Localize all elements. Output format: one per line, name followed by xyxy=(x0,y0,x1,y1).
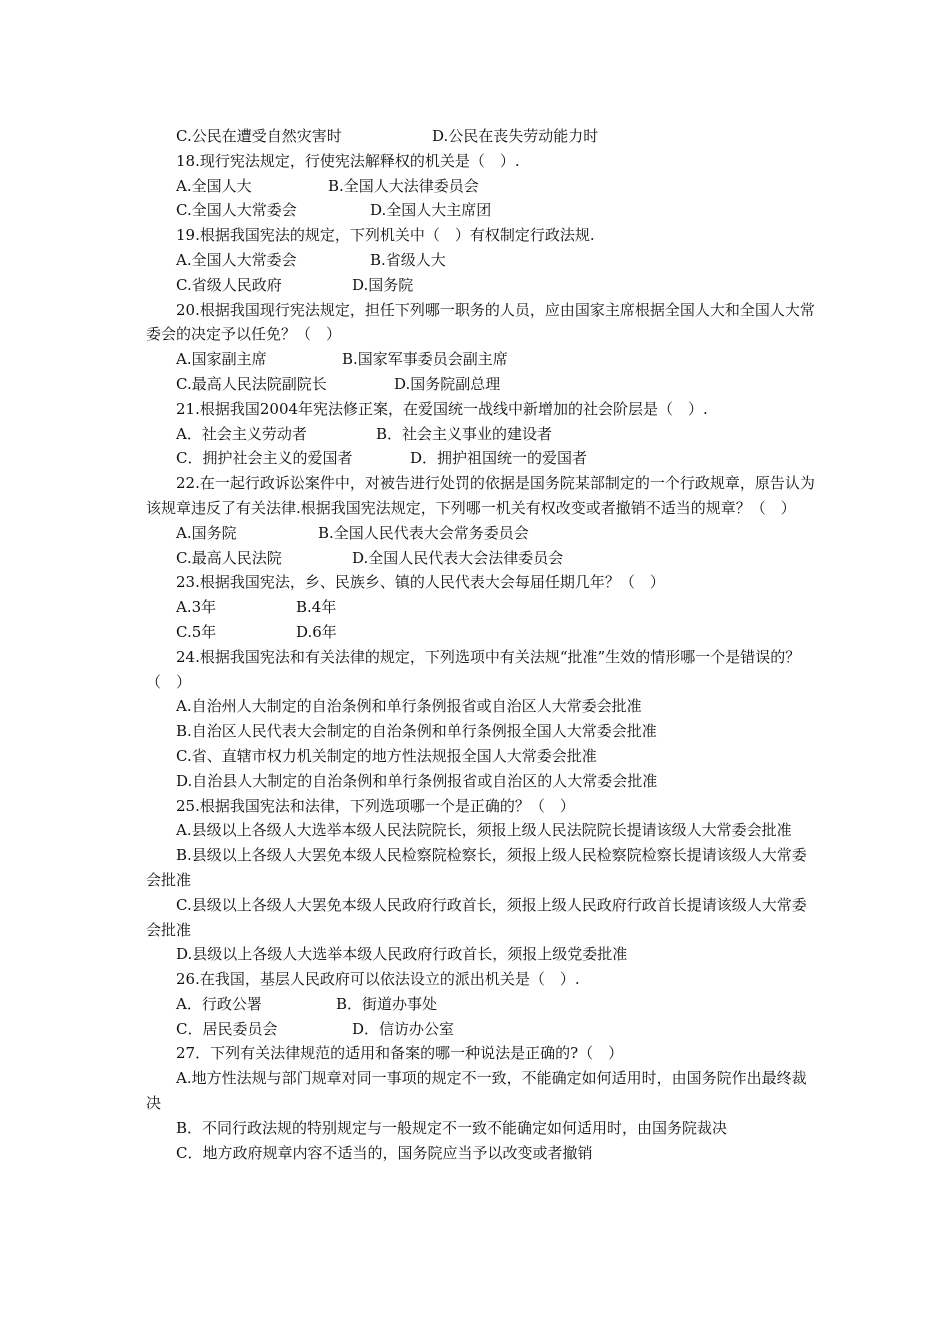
options-row xyxy=(146,620,818,645)
options-row xyxy=(146,446,818,471)
option-left: A.全国人大 xyxy=(176,176,252,195)
options-row xyxy=(146,992,818,1017)
options-row xyxy=(146,198,818,223)
paragraph: A.县级以上各级人大选举本级人民法院院长，须报上级人民法院院长提请该级人大常委会批准 xyxy=(176,821,792,840)
paragraph: 20.根据我国现行宪法规定，担任下列哪一职务的人员，应由国家主席根据全国人大和全国人大常委会的决定予以任免？（ ） xyxy=(146,300,815,344)
text-line: C.省、直辖市权力机关制定的地方性法规报全国人大常委会批准 xyxy=(176,746,597,765)
paragraph: C.县级以上各级人大罢免本级人民政府行政首长，须报上级人民政府行政首长提请该级人大常委会批准 xyxy=(146,895,807,939)
option-right: B．社会主义事业的建设者 xyxy=(376,424,553,443)
text-line: D.县级以上各级人大选举本级人民政府行政首长，须报上级党委批准 xyxy=(176,945,628,964)
option-right: D.6年 xyxy=(296,622,337,641)
option-left: A.国家副主席 xyxy=(176,350,267,369)
option-right: B.全国人大法律委员会 xyxy=(328,176,479,195)
options-row xyxy=(146,521,818,546)
option-left: C.全国人大常委会 xyxy=(176,201,297,220)
text-line: A.自治州人大制定的自治条例和单行条例报省或自治区人大常委会批准 xyxy=(176,697,642,716)
option-left: A.全国人大常委会 xyxy=(176,250,297,269)
text-line: B．不同行政法规的特别规定与一般规定不一致不能确定如何适用时，由国务院裁决 xyxy=(176,1118,728,1137)
text-line: 23.根据我国宪法，乡、民族乡、镇的人民代表大会每届任期几年？（ ） xyxy=(176,573,665,592)
text-line: C．地方政府规章内容不适当的，国务院应当予以改变或者撤销 xyxy=(176,1143,593,1162)
option-right: D.公民在丧失劳动能力时 xyxy=(432,127,599,145)
option-right: D.国务院副总理 xyxy=(394,374,501,393)
paragraph: 24.根据我国宪法和有关法律的规定，下列选项中有关法规“批准”生效的情形哪一个是错误的？（ ） xyxy=(146,647,801,691)
option-left: A.国务院 xyxy=(176,523,237,542)
options-row xyxy=(146,248,818,273)
option-right: D.全国人民代表大会法律委员会 xyxy=(352,548,564,567)
option-right: D．信访办公室 xyxy=(352,1019,455,1038)
options-row xyxy=(146,174,818,199)
text-line: 25.根据我国宪法和法律，下列选项哪一个是正确的？（ ） xyxy=(176,796,575,815)
option-left: A.3年 xyxy=(176,598,217,617)
option-right: B.4年 xyxy=(296,598,337,617)
options-row xyxy=(146,124,818,149)
options-row xyxy=(146,595,818,620)
options-row xyxy=(146,372,818,397)
text-line: D.自治县人大制定的自治条例和单行条例报省或自治区的人大常委会批准 xyxy=(176,771,658,790)
option-left: C.5年 xyxy=(176,622,217,641)
options-row xyxy=(146,546,818,571)
option-right: D．拥护祖国统一的爱国者 xyxy=(410,449,588,468)
option-left: C.最高人民法院副院长 xyxy=(176,374,327,393)
exam-document xyxy=(146,124,818,1165)
text-line: 18.现行宪法规定，行使宪法解释权的机关是（ ）. xyxy=(176,151,520,170)
option-right: B.国家军事委员会副主席 xyxy=(342,350,508,369)
text-line: B.自治区人民代表大会制定的自治条例和单行条例报全国人大常委会批准 xyxy=(176,722,657,741)
option-right: B.全国人民代表大会常务委员会 xyxy=(318,523,529,542)
option-right: D.全国人大主席团 xyxy=(370,201,492,220)
text-line: 26.在我国，基层人民政府可以依法设立的派出机关是（ ）. xyxy=(176,970,580,989)
option-left: C.公民在遭受自然灾害时 xyxy=(176,127,342,145)
option-right: D.国务院 xyxy=(352,275,414,294)
option-left: A．社会主义劳动者 xyxy=(176,424,307,443)
option-left: C．拥护社会主义的爱国者 xyxy=(176,449,353,468)
option-left: A．行政公署 xyxy=(176,994,262,1013)
option-left: C.最高人民法院 xyxy=(176,548,282,567)
option-left: C．居民委员会 xyxy=(176,1019,278,1038)
text-line: 19.根据我国宪法的规定，下列机关中（ ）有权制定行政法规. xyxy=(176,226,595,245)
options-row xyxy=(146,273,818,298)
options-row xyxy=(146,422,818,447)
text-line: 21.根据我国2004年宪法修正案，在爱国统一战线中新增加的社会阶层是（ ）. xyxy=(176,399,708,418)
option-right: B.省级人大 xyxy=(370,250,446,269)
paragraph: B.县级以上各级人大罢免本级人民检察院检察长，须报上级人民检察院检察长提请该级人大常委会批准 xyxy=(146,846,807,889)
options-row xyxy=(146,347,818,372)
option-right: B．街道办事处 xyxy=(336,994,438,1013)
option-left: C.省级人民政府 xyxy=(176,275,282,294)
paragraph: A.地方性法规与部门规章对同一事项的规定不一致，不能确定如何适用时，由国务院作出最终裁决 xyxy=(146,1069,807,1113)
paragraph: 22.在一起行政诉讼案件中，对被告进行处罚的依据是国务院某部制定的一个行政规章，原告认为该规章违反了有关法律.根据我国宪法规定，下列哪一机关有权改变或者撤销不适当的规章？（ ） xyxy=(146,474,815,517)
text-line: 27．下列有关法律规范的适用和备案的哪一种说法是正确的?（ ） xyxy=(176,1044,624,1063)
options-row xyxy=(146,1017,818,1042)
